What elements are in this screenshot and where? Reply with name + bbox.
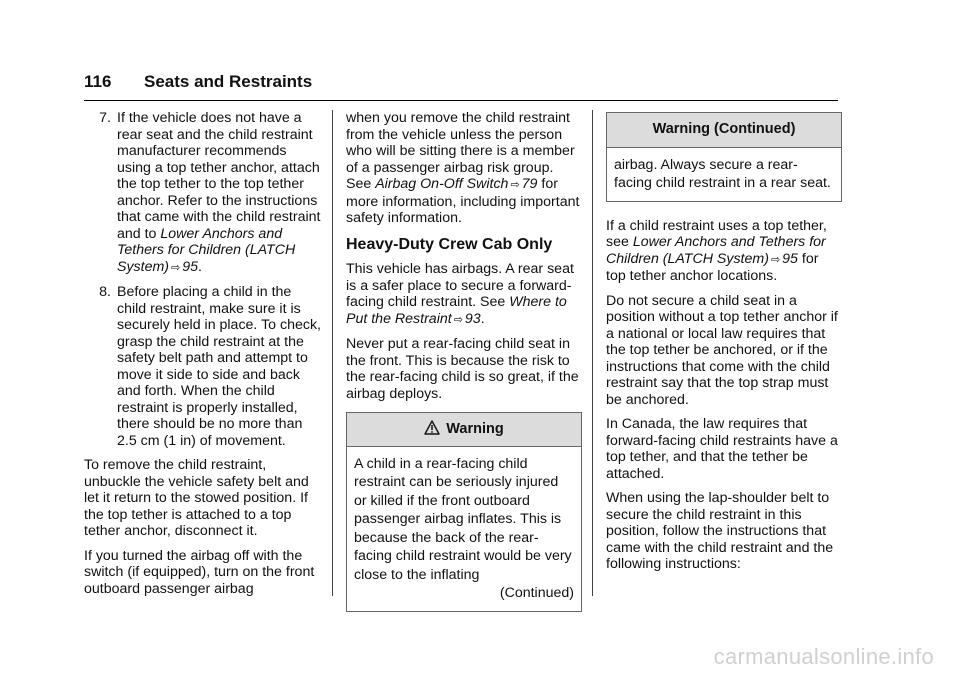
warning-header [347, 413, 581, 447]
cross-reference-link[interactable]: Lower Anchors and Tethers for Children (LATCH System) [606, 234, 826, 267]
paragraph-remove-restraint: To remove the child restraint, unbuckle the vehicle safety belt and let it return to the stowed position. If the top tether is attached to a top tether anchor, disconnect it. [84, 457, 309, 539]
continued-label: (Continued) [499, 585, 574, 601]
warning-text: A child in a rear-facing child restraint can be seriously injured or killed if the front outboard passenger airbag inflates. This is because the back of the rear-facing child restraint would be very close to the inflating [354, 455, 572, 583]
paragraph-airbags [346, 261, 582, 328]
column-divider [332, 110, 333, 596]
warning-triangle-icon [424, 420, 440, 435]
warning-title: Warning [446, 421, 504, 437]
paragraph-text: . [480, 310, 485, 327]
list-item-7 [84, 110, 324, 276]
cross-reference-link[interactable]: Airbag On-Off Switch [375, 176, 509, 192]
warning-box-continued [606, 112, 842, 202]
paragraph-top-tether [606, 218, 842, 285]
paragraph-text: If a child restraint uses a top tether, see [606, 217, 827, 250]
paragraph-text: for more information, including important safety information. [346, 176, 580, 226]
page-ref-number[interactable]: 95 [182, 258, 199, 275]
page-ref-number[interactable]: 79 [521, 176, 538, 192]
paragraph-text: This vehicle has airbags. A rear seat is a safer place to secure a forward-facing child restraint. See [346, 261, 574, 310]
column-middle [346, 110, 582, 612]
column-divider [592, 110, 593, 596]
list-text [117, 110, 324, 276]
page-ref-arrow-icon: ⇨ [171, 261, 181, 274]
warning-header: Warning (Continued) [607, 113, 841, 148]
section-heading: Heavy-Duty Crew Cab Only [346, 235, 553, 253]
page-ref-arrow-icon: ⇨ [510, 179, 520, 191]
paragraph-never: Never put a rear-facing child seat in the front. This is because the risk to the rear-facing child is so great, if the airbag deploys. [346, 336, 579, 402]
warning-body [347, 447, 581, 611]
paragraph-continued [346, 110, 582, 227]
page-ref-number[interactable]: 95 [782, 250, 798, 267]
page-number: 116 [84, 72, 112, 91]
warning-box [346, 412, 582, 612]
paragraph-do-not-secure: Do not secure a child seat in a position without a top tether anchor if a national or local law requires that the top tether be anchored, or if the instructions that come with the child restraint say that the top strap must be anchored. [606, 292, 838, 408]
list-number: 8. [99, 284, 111, 300]
column-right [606, 110, 842, 581]
page-header [84, 72, 838, 101]
column-left [84, 110, 324, 605]
watermark: carmanualsonline.info [713, 644, 934, 669]
section-title: Seats and Restraints [144, 72, 313, 91]
list-text-end: . [198, 258, 202, 275]
page-ref-arrow-icon: ⇨ [453, 313, 463, 326]
paragraph-lap-shoulder: When using the lap-shoulder belt to secure the child restraint in this position, follow the instructions that came with the child restraint and the following instructions: [606, 490, 834, 572]
list-item-8 [84, 284, 324, 449]
cross-reference-link[interactable]: Lower Anchors and Tethers for Children (LATCH System) [117, 225, 296, 275]
list-text-body: If the vehicle does not have a rear seat and the child restraint manufacturer recommends using a top tether anchor, attach the top tether to the top tether anchor. Refer to the instructions that came with the child restraint and to [117, 110, 321, 242]
paragraph-text: for top tether anchor locations. [606, 250, 819, 284]
list-number: 7. [99, 110, 111, 126]
list-text: Before placing a child in the child restraint, make sure it is securely held in place. To check, grasp the child restraint at the safety belt path and attempt to move it side to side and back and forth. When the child restraint is properly installed, there should be no more than 2.5 cm (1 in) of movement. [117, 284, 321, 449]
page-ref-arrow-icon: ⇨ [770, 253, 781, 266]
warning-body: airbag. Always secure a rear-facing child restraint in a rear seat. [614, 156, 831, 191]
page-ref-number[interactable]: 93 [464, 310, 481, 327]
paragraph-canada: In Canada, the law requires that forward-facing child restraints have a top tether, and that the tether be attached. [606, 416, 838, 482]
cross-reference-link[interactable]: Where to Put the Restraint [346, 294, 567, 327]
paragraph-airbag-off: If you turned the airbag off with the switch (if equipped), turn on the front outboard passenger airbag [84, 547, 315, 597]
paragraph-text: when you remove the child restraint from the vehicle unless the person who will be sitting there is a member of a passenger airbag risk group. See [346, 110, 575, 192]
